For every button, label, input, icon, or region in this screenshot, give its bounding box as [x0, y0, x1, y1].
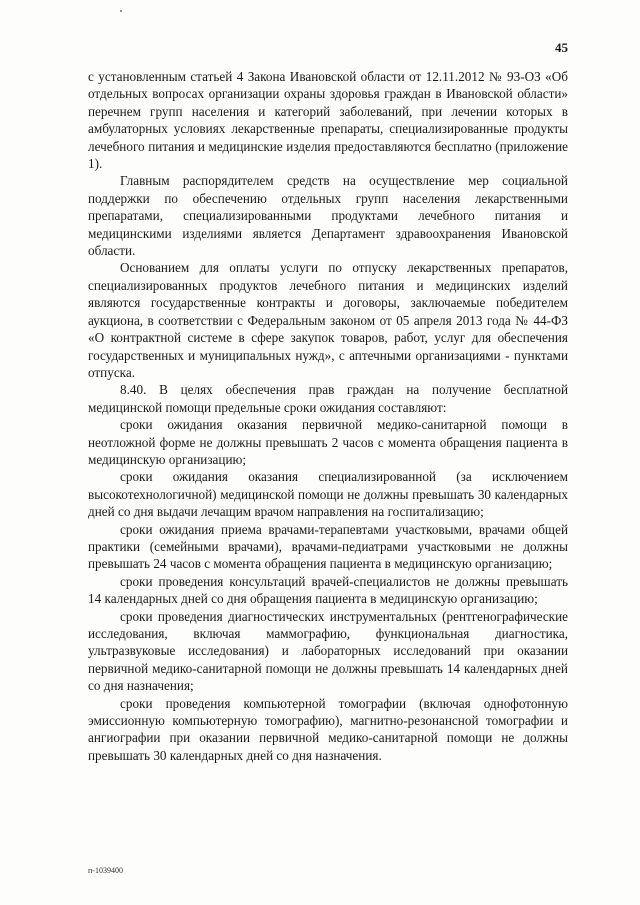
- document-body: [88, 68, 568, 764]
- paragraph: с установленным статьей 4 Закона Ивановской области от 12.11.2012 № 93-ОЗ «Об отдельных вопросах организации охраны здоровья граждан в Ивановской области» перечнем групп населения и категорий заболеваний, при лечении которых в амбулаторных условиях лекарственные препараты, специализированные продукты лечебного питания и медицинские изделия предоставляются бесплатно (приложение 1).: [88, 69, 568, 172]
- page-number: 45: [555, 40, 568, 55]
- paragraph: сроки проведения консультаций врачей-специалистов не должны превышать 14 календарных дней со дня обращения пациента в медицинскую организацию;: [88, 573, 568, 607]
- document-code: п-1039400: [88, 866, 123, 875]
- paragraph: Главным распорядителем средств на осуществление мер социальной поддержки по обеспечению отдельных групп населения лекарственными препаратами, специализированными продуктами лечебного питания и медицинскими изделиями является Департамент здравоохранения Ивановской области.: [88, 173, 568, 259]
- paragraph: сроки ожидания приема врачами-терапевтами участковыми, врачами общей практики (семейными врачами), врачами-педиатрами участковыми не должны превышать 24 часов с момента обращения пациента в медицинскую организацию;: [88, 521, 568, 572]
- paragraph: сроки ожидания оказания специализированной (за исключением высокотехнологичной) медицинской помощи не должны превышать 30 календарных дней со дня выдачи лечащим врачом направления на госпитализацию;: [88, 469, 568, 520]
- scan-artifact: [120, 10, 122, 12]
- paragraph: Основанием для оплаты услуги по отпуску лекарственных препаратов, специализированных продуктов лечебного питания и медицинских изделий являются государственные контракты и договоры, заключаемые победителем аукциона, в соответствии с Федеральным законом от 05 апреля 2013 года № 44-ФЗ «О контрактной системе в сфере закупок товаров, работ, услуг для обеспечения государственных и муниципальных нужд», с аптечными организациями - пунктами отпуска.: [88, 260, 568, 380]
- paragraph: сроки ожидания оказания первичной медико-санитарной помощи в неотложной форме не должны превышать 2 часов с момента обращения пациента в медицинскую организацию;: [88, 417, 568, 467]
- paragraph: сроки проведения компьютерной томографии (включая однофотонную эмиссионную компьютерную томографию), магнитно-резонансной томографии и ангиографии при оказании первичной медико-санитарной помощи не должны превышать 30 календарных дней со дня назначения.: [88, 695, 568, 763]
- paragraph: сроки проведения диагностических инструментальных (рентгенографические исследования, включая маммографию, функциональная диагностика, ультразвуковые исследования) и лабораторных исследований при оказании первичной медико-санитарной помощи не должны превышать 14 календарных дней со дня назначения;: [88, 608, 568, 694]
- paragraph: 8.40. В целях обеспечения прав граждан на получение бесплатной медицинской помощи предельные сроки ожидания составляют:: [88, 382, 568, 415]
